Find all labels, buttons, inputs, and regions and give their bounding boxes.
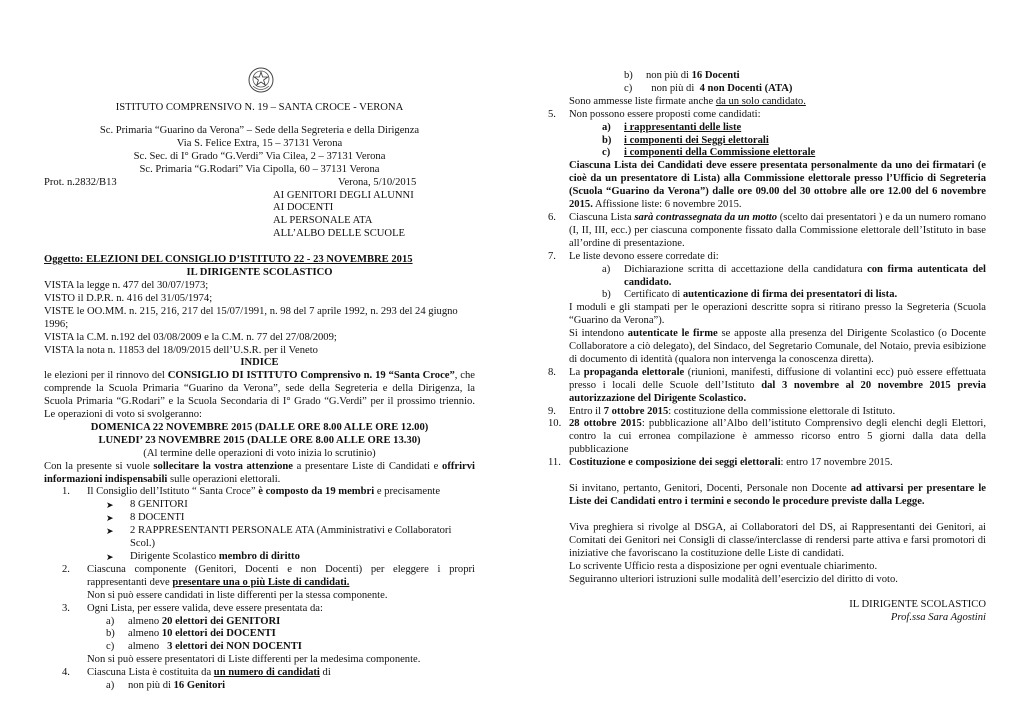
- list-subitem: b) almeno 10 elettori dei DOCENTI: [106, 628, 276, 640]
- list-subitem: a) i rappresentanti delle liste: [602, 121, 742, 133]
- list-subitem: a) Dichiarazione scritta di accettazione della candidatura con firma autenticata del candidato.: [602, 263, 986, 288]
- list-subitem: b) Certificato di autenticazione di firma dei presentatori di lista.: [602, 289, 898, 301]
- list-item: 3. Ogni Lista, per essere valida, deve essere presentata da:: [62, 602, 323, 614]
- vista-line: VISTE le OO.MM. n. 215, 216, 217 del 15/07/1991, n. 98 del 7 aprile 1992, n. 293 del 24 giugno 1996;: [44, 305, 458, 330]
- list-item: 11. Costituzione e composizione dei seggi elettorali: entro 17 novembre 2015.: [548, 457, 893, 469]
- vista-line: VISTO il D.P.R. n. 416 del 31/05/1974;: [44, 292, 213, 304]
- list-item: 4. Ciascuna Lista è costituita da un numero di candidati di: [62, 667, 331, 679]
- vote-day: LUNEDI’ 23 NOVEMBRE 2015 (DALLE ORE 8.00 ALLE ORE 13.30): [98, 434, 421, 446]
- school-address-line: Sc. Primaria “Guarino da Verona” – Sede della Segreteria e della Dirigenza: [99, 124, 420, 136]
- list-subitem: a) almeno 20 elettori dei GENITORI: [106, 615, 281, 627]
- list-item-note: Ciascuna Lista dei Candidati deve essere presentata personalmente da uno dei firmatari (e cioè da un presentatore di Lista) alla Commissione elettorale presso l’Ufficio di Segreteria (Scuola “Guarino da Verona”) dalle ore 09.00 del 30 ottobre alle ore 12.00 del 6 novembre 2015. Affissione liste: 6 novembre 2015.: [569, 160, 986, 211]
- list-subitem: c) non più di 4 non Docenti (ATA): [624, 82, 793, 94]
- list-item: ➤ 8 GENITORI: [106, 499, 188, 511]
- intro-paragraph: le elezioni per il rinnovo del CONSIGLIO DI ISTITUTO Comprensivo n. 19 “Santa Croce”, che comprende la Scuola Primaria “Guarino da Verona”, sede della Segreteria e della Dirigenza, la Scuola Primaria “G.Rodari” e la Scuola Secondaria di I° Grado “G.Verdi” per il prossimo triennio. Le operazioni di voto si svolgeranno:: [44, 370, 476, 421]
- arrow-bullet-icon: ➤: [106, 500, 114, 511]
- arrow-bullet-icon: ➤: [106, 513, 114, 524]
- list-item: ➤ 8 DOCENTI: [106, 512, 185, 524]
- solicit-paragraph: Con la presente si vuole sollecitare la vostra attenzione a presentare Liste di Candidati e offrirvi informazioni indispensabili sulle operazioni elettorali.: [44, 460, 475, 485]
- left-column: [44, 0, 475, 693]
- recipient: AI DOCENTI: [273, 202, 334, 214]
- list-item-note: Si intendono autenticate le firme se apposte alla presenza del Dirigente Scolastico (o Docente Collaboratore a ciò delegato), del Sindaco, del Segretario Comunale, del Notaio, previa esibizione di documento di identità (qualora non intervenga la conoscenza diretta).: [569, 328, 986, 365]
- list-item: 2. Ciascuna componente (Genitori, Docenti e non Docenti) per eleggere i propri rappresentanti deve presentare una o più Liste di candidati.: [62, 563, 475, 588]
- list-item-note: I moduli e gli stampati per le operazioni descritte sopra si ritirano presso la Segreteria (Scuola “Guarino da Verona”).: [569, 302, 986, 327]
- closing-paragraph: Si invitano, pertanto, Genitori, Docenti, Personale non Docente ad attivarsi per presentare le Liste dei Candidati entro i termini e secondo le procedure previste dalla Legge.: [569, 483, 986, 507]
- list-item: 5. Non possono essere proposti come candidati:: [548, 108, 761, 120]
- list-item: 1. Il Consiglio dell’Istituto “ Santa Croce” è composto da 19 membri e precisamente: [62, 486, 441, 498]
- subject-line: Oggetto: ELEZIONI DEL CONSIGLIO D’ISTITUTO 22 - 23 NOVEMBRE 2015: [44, 254, 413, 266]
- list-subitem: c) almeno 3 elettori dei NON DOCENTI: [106, 641, 302, 653]
- right-column: [548, 0, 986, 625]
- school-name: ISTITUTO COMPRENSIVO N. 19 – SANTA CROCE - VERONA: [115, 102, 404, 113]
- list-item-note: Non si può essere candidati in liste differenti per la stessa componente.: [87, 589, 388, 601]
- arrow-bullet-icon: ➤: [106, 526, 114, 537]
- closing-paragraph: Viva preghiera si rivolge al DSGA, ai Collaboratori del DS, ai Rappresentanti dei Genitori, ai Comitati dei Genitori nei Consigli di classe/interclasse di rendersi parte attiva e farsi promotori di iniziative che favoriscano la costituzione delle Liste di candidati.: [569, 521, 986, 559]
- signature-name: Prof.ssa Sara Agostini: [890, 612, 986, 624]
- vote-day: DOMENICA 22 NOVEMBRE 2015 (DALLE ORE 8.00 ALLE ORE 12.00): [90, 421, 429, 433]
- list-item: 8. La propaganda elettorale (riunioni, manifesti, diffusione di volantini ecc) può essere effettuata presso i locali delle Scuole dell’Istituto dal 3 novembre al 20 novembre 2015 previa autorizzazione del Dirigente Scolastico.: [548, 366, 987, 404]
- list-item-note: Sono ammesse liste firmate anche da un solo candidato.: [569, 95, 806, 107]
- vista-line: VISTA la legge n. 477 del 30/07/1973;: [44, 279, 209, 291]
- recipient: AI GENITORI DEGLI ALUNNI: [273, 189, 414, 201]
- closing-paragraph: Seguiranno ulteriori istruzioni sulle modalità dell’esercizio del diritto di voto.: [569, 573, 898, 585]
- recipient: ALL’ALBO DELLE SCUOLE: [273, 228, 406, 240]
- closing-paragraph: Lo scrivente Ufficio resta a disposizione per ogni eventuale chiarimento.: [569, 560, 878, 572]
- list-item: ➤ Dirigente Scolastico membro di diritto: [106, 551, 300, 562]
- list-item: 9. Entro il 7 ottobre 2015: costituzione della commissione elettorale di Istituto.: [548, 405, 896, 417]
- indice-heading: INDICE: [240, 357, 279, 369]
- arrow-bullet-icon: ➤: [106, 552, 114, 562]
- protocol-number: Prot. n.2832/B13: [44, 176, 117, 188]
- vista-line: VISTA la C.M. n.192 del 03/08/2009 e la C.M. n. 77 del 27/08/2009;: [44, 331, 337, 343]
- list-item: ➤ 2 RAPPRESENTANTI PERSONALE ATA (Amministrativi e Collaboratori Scol.): [106, 525, 452, 550]
- issuer-heading: IL DIRIGENTE SCOLASTICO: [186, 267, 333, 279]
- list-item: 7. Le liste devono essere corredate di:: [548, 250, 719, 262]
- vote-note: (Al termine delle operazioni di voto inizia lo scrutinio): [143, 447, 376, 459]
- school-address-line: Sc. Primaria “G.Rodari” Via Cipolla, 60 – 37131 Verona: [139, 163, 380, 175]
- signature-title: IL DIRIGENTE SCOLASTICO: [849, 599, 986, 611]
- recipients: [44, 190, 475, 242]
- school-address-line: Via S. Felice Extra, 15 – 37131 Verona: [176, 137, 343, 149]
- list-item: 6. Ciascuna Lista sarà contrassegnata da un motto (scelto dai presentatori ) e da un numero romano (I, II, III, ecc.) per ciascuna componente fissato dalla Commissione elettorale dell’Istituto in base all’ordine di presentazione.: [548, 211, 986, 249]
- recipient: AL PERSONALE ATA: [273, 215, 373, 227]
- list-subitem: a) non più di 16 Genitori: [106, 680, 226, 692]
- list-item-note: Non si può essere presentatori di Liste differenti per la medesima componente.: [87, 654, 421, 666]
- list-subitem: b) non più di 16 Docenti: [624, 70, 740, 81]
- list-subitem: b) i componenti dei Seggi elettorali: [602, 134, 769, 146]
- letter-date: Verona, 5/10/2015: [338, 176, 417, 188]
- list-subitem: c) i componenti della Commissione elettorale: [602, 147, 816, 159]
- school-address-line: Sc. Sec. di I° Grado “G.Verdi” Via Cilea, 2 – 37131 Verona: [133, 150, 386, 162]
- list-item: 10. 28 ottobre 2015: pubblicazione all’Albo dell’istituto Comprensivo degli elenchi degli Elettori, contro la cui erronea compilazione è ammesso ricorso entro 5 giorni dalla data della pubblicazione: [548, 418, 986, 456]
- vista-line: VISTA la nota n. 11853 del 18/09/2015 dell’U.S.R. per il Veneto: [44, 344, 318, 356]
